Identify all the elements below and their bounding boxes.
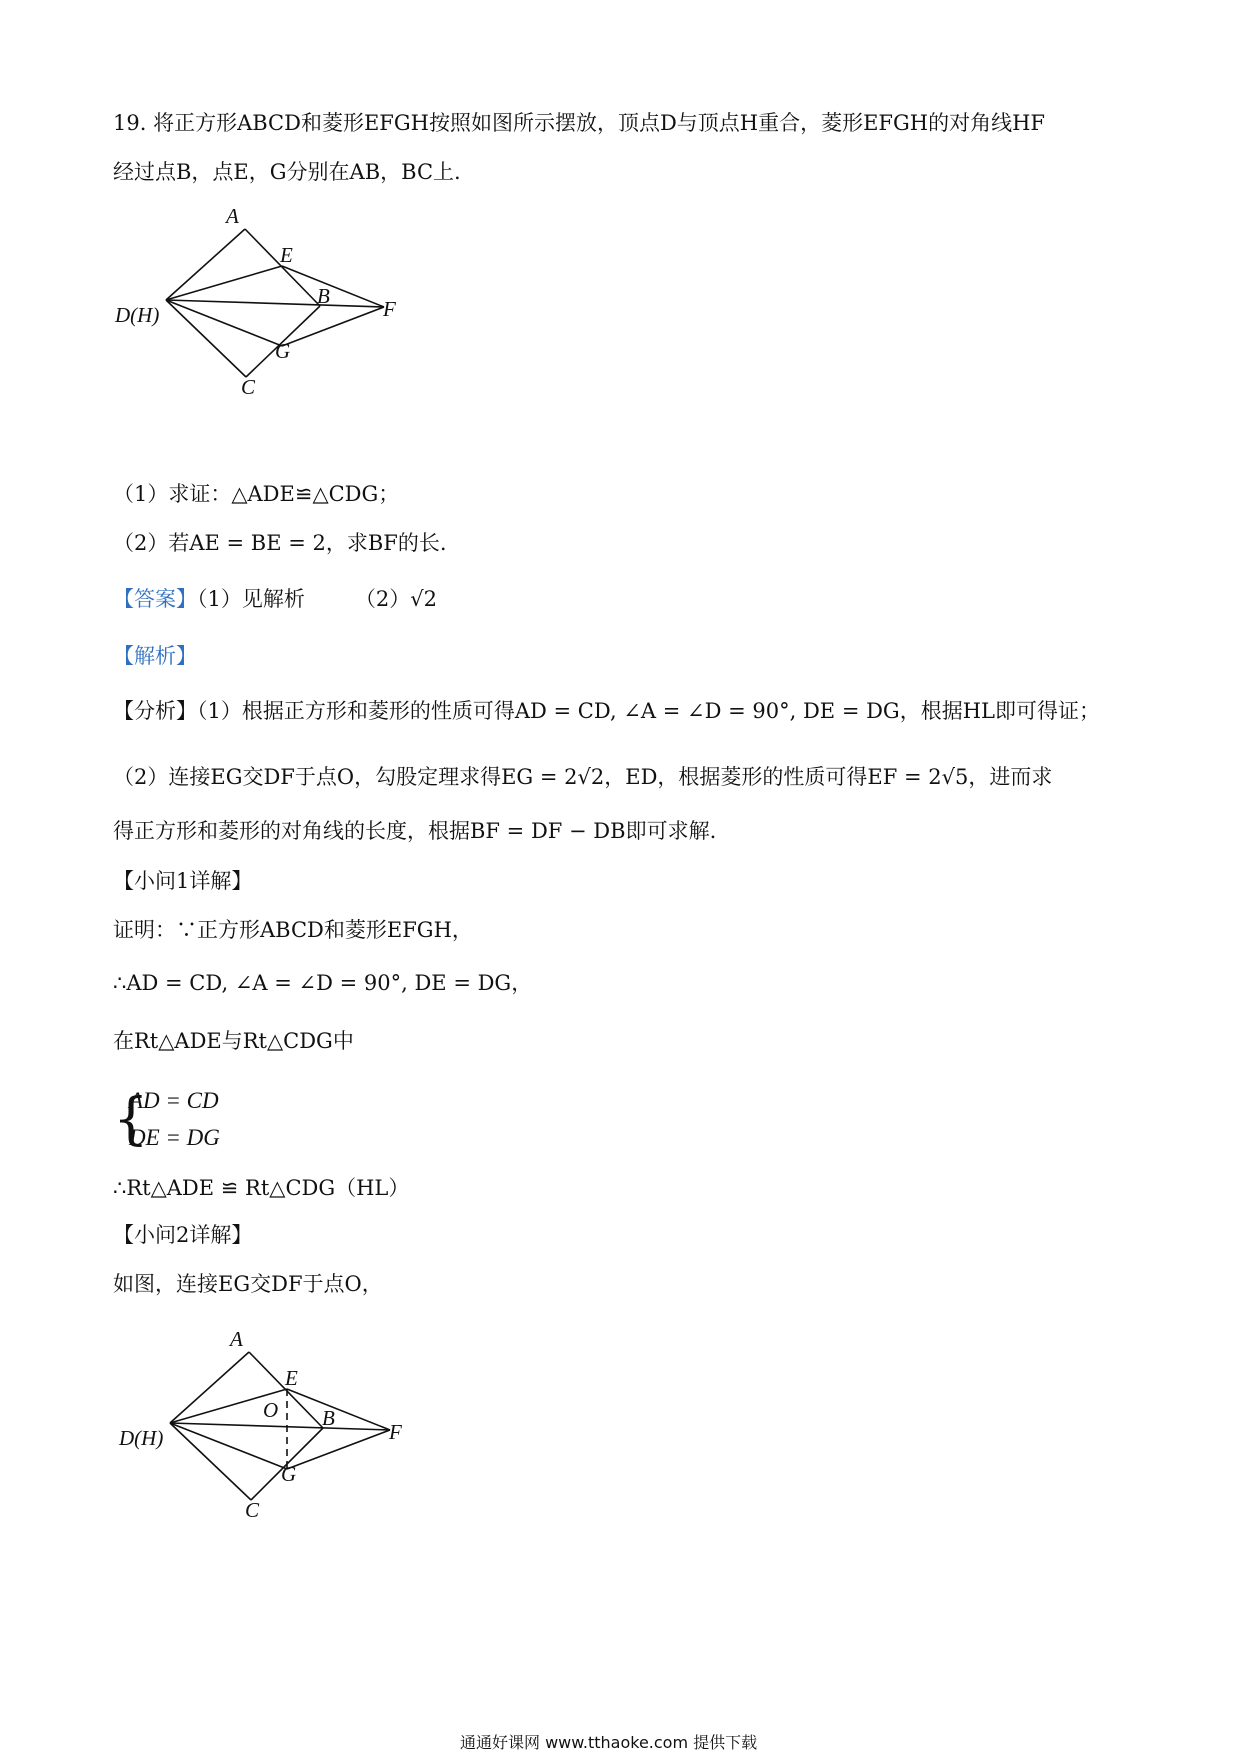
edge-GD bbox=[166, 300, 282, 346]
fig2-label-DH: D(H) bbox=[119, 1426, 164, 1450]
fig1-label-C: C bbox=[241, 375, 256, 399]
fig2-label-A: A bbox=[230, 1327, 243, 1351]
problem-line-2: 经过点B，点E，G分别在AB，BC上. bbox=[113, 160, 461, 184]
fig2-edge-CD bbox=[170, 1423, 251, 1500]
fig2-edge-EF bbox=[287, 1389, 390, 1430]
analysis-line-1 bbox=[113, 695, 1100, 725]
sub2-text: 如图，连接EG交DF于点O， bbox=[113, 1272, 383, 1296]
fig2-diagonal-DF bbox=[170, 1423, 390, 1430]
footer-watermark: 通通好课网 www.tthaoke.com 提供下载 bbox=[460, 1733, 758, 1752]
problem-line-1: 19. 将正方形ABCD和菱形EFGH按照如图所示摆放，顶点D与顶点H重合，菱形EFGH的对角线HF bbox=[113, 111, 1045, 135]
analysis-tag: 【解析】 bbox=[113, 644, 197, 668]
system-row-2: DE = DG bbox=[129, 1125, 220, 1150]
fig1-label-A: A bbox=[226, 204, 239, 228]
fig2-edge-GD bbox=[170, 1423, 287, 1469]
answer-row bbox=[113, 583, 437, 613]
edge-DE bbox=[166, 266, 282, 300]
figure-2 bbox=[110, 1320, 430, 1530]
answer-tag: 【答案】 bbox=[113, 587, 197, 611]
sub1-conclusion: ∴Rt△ADE ≌ Rt△CDG（HL） bbox=[113, 1176, 410, 1200]
system-row-1: AD = CD bbox=[129, 1088, 219, 1113]
brace-symbol: { bbox=[113, 1087, 149, 1152]
fig2-label-O: O bbox=[263, 1398, 279, 1422]
sub1-step-2: 在Rt△ADE与Rt△CDG中 bbox=[113, 1029, 354, 1053]
fig1-label-G: G bbox=[275, 339, 291, 363]
diagonal-DF bbox=[166, 300, 384, 307]
fig2-label-B: B bbox=[322, 1406, 335, 1430]
fig1-label-DH: D(H) bbox=[115, 303, 160, 327]
edge-DA bbox=[166, 229, 245, 300]
fig2-label-F: F bbox=[389, 1420, 402, 1444]
analysis-line-3: 得正方形和菱形的对角线的长度，根据BF = DF − DB即可求解. bbox=[113, 819, 717, 843]
sub2-heading: 【小问2详解】 bbox=[113, 1223, 253, 1247]
fig1-label-B: B bbox=[317, 284, 330, 308]
fig2-label-C: C bbox=[245, 1498, 260, 1522]
sub1-step-1: ∴AD = CD, ∠A = ∠D = 90°, DE = DG， bbox=[113, 971, 533, 995]
answer-part-2: （2）√2 bbox=[354, 587, 437, 611]
sub1-proof: 证明：∵正方形ABCD和菱形EFGH， bbox=[113, 918, 473, 942]
fig1-label-E: E bbox=[280, 243, 293, 267]
analysis-text-1: （1）根据正方形和菱形的性质可得AD = CD, ∠A = ∠D = 90°, DE = DG，根据HL即可得证； bbox=[197, 699, 1100, 723]
edge-FG bbox=[282, 307, 384, 346]
question-1: （1）求证：△ADE≌△CDG； bbox=[113, 482, 400, 506]
edge-EF bbox=[282, 266, 384, 307]
analysis-line-2: （2）连接EG交DF于点O，勾股定理求得EG = 2√2，ED，根据菱形的性质可得EF = 2√5，进而求 bbox=[113, 765, 1053, 789]
fig1-label-F: F bbox=[383, 297, 396, 321]
edge-AB bbox=[245, 229, 320, 306]
sub1-heading: 【小问1详解】 bbox=[113, 869, 253, 893]
fig2-label-G: G bbox=[281, 1462, 297, 1486]
fig2-label-E: E bbox=[285, 1366, 298, 1390]
edge-CD bbox=[166, 300, 246, 377]
question-2: （2）若AE = BE = 2，求BF的长. bbox=[113, 531, 447, 555]
figure-1 bbox=[110, 200, 430, 410]
answer-part-1: （1）见解析 bbox=[197, 587, 305, 611]
analysis-label: 【分析】 bbox=[113, 699, 197, 723]
